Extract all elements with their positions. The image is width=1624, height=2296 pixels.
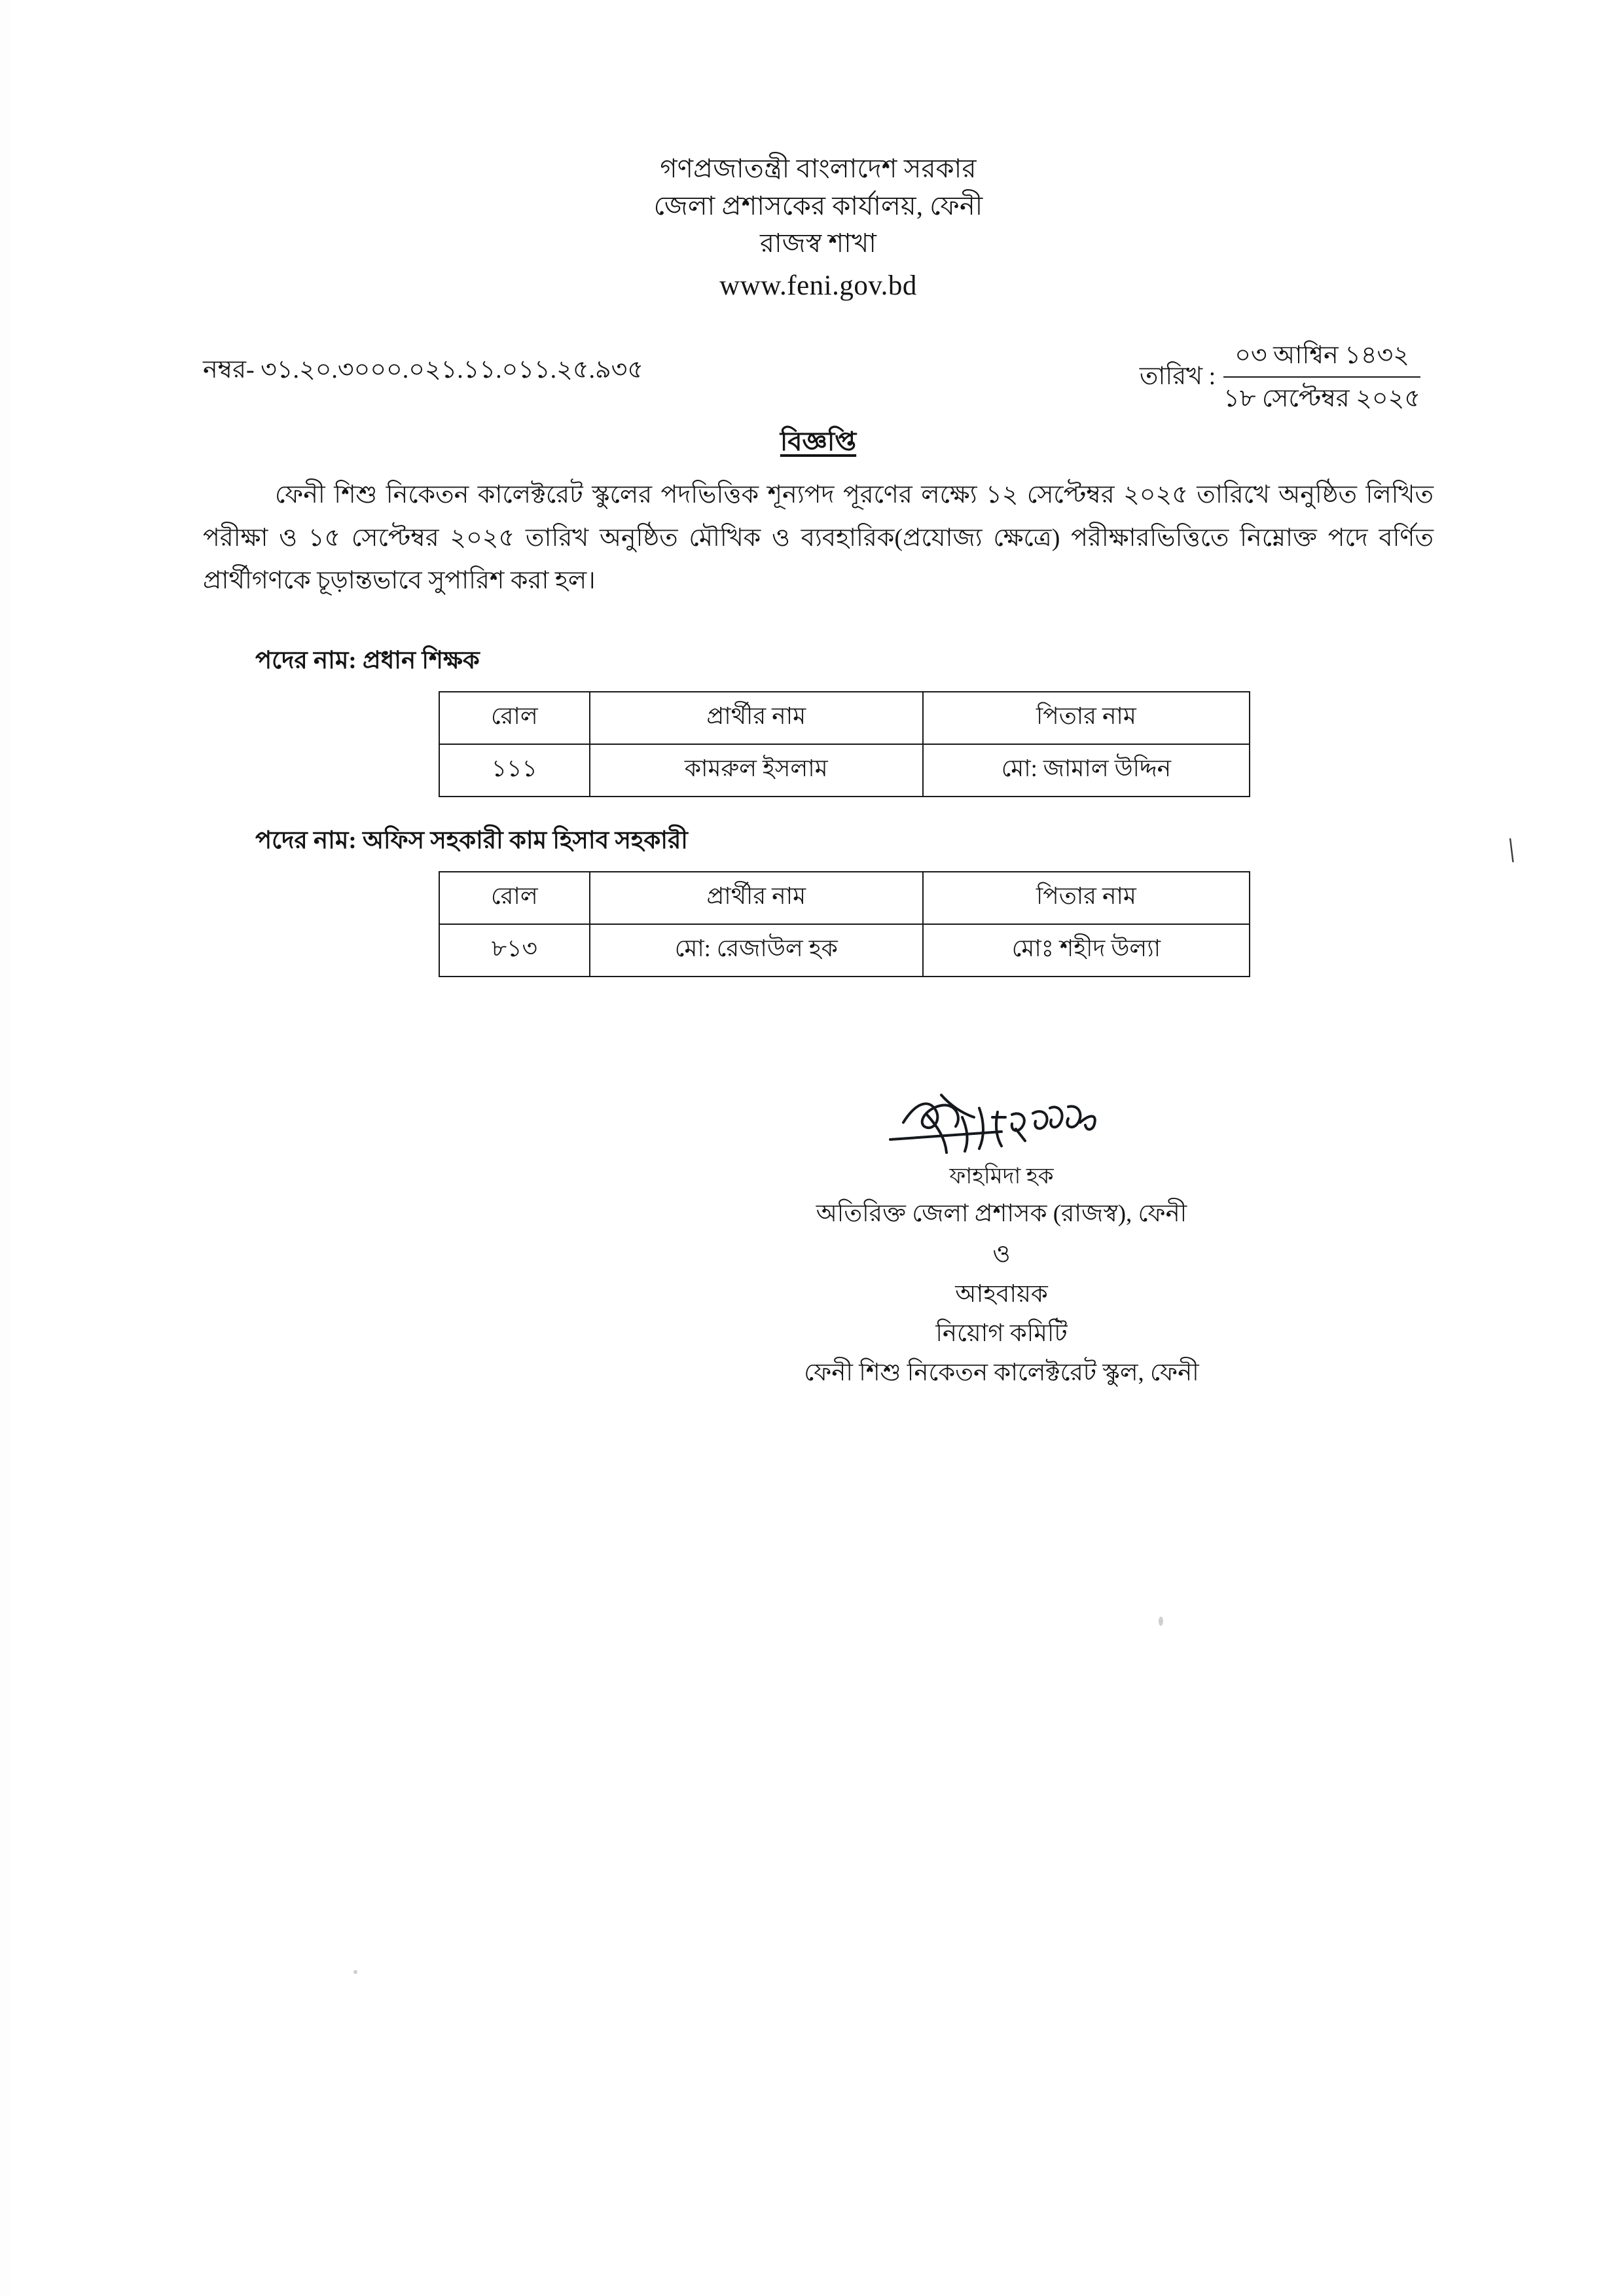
signatory-conjunction: ও — [992, 1240, 1011, 1268]
branch-name: রাজস্ব শাখা — [759, 228, 877, 258]
signatory-committee: নিয়োগ কমিটি — [935, 1320, 1068, 1348]
cell-candidate-name: কামরুল ইসলাম — [590, 744, 923, 797]
signatory-role: আহবায়ক — [955, 1281, 1048, 1308]
letterhead — [196, 151, 1440, 306]
scan-edge-top — [0, 0, 1624, 9]
signatory-institution: ফেনী শিশু নিকেতন কালেক্টরেট স্কুল, ফেনী — [804, 1359, 1199, 1387]
column-header-roll: রোল — [439, 692, 590, 744]
column-header-candidate-name: প্রার্থীর নাম — [590, 692, 923, 744]
scan-speck — [1159, 1617, 1163, 1626]
date-values — [1223, 337, 1420, 418]
website-url: www.feni.gov.bd — [719, 270, 917, 302]
memo-date-block — [1140, 337, 1420, 418]
table-header-row — [439, 872, 1250, 924]
column-header-roll: রোল — [439, 872, 590, 924]
cell-candidate-name: মো: রেজাউল হক — [590, 924, 923, 977]
result-table-2 — [439, 871, 1250, 977]
column-header-father-name: পিতার নাম — [923, 692, 1250, 744]
scan-speck — [353, 1970, 357, 1974]
govt-name: গণপ্রজাতন্ত্রী বাংলাদেশ সরকার — [660, 154, 977, 183]
memo-number: নম্বর- ৩১.২০.৩০০০.০২১.১১.০১১.২৫.৯৩৫ — [203, 356, 644, 384]
signature-block — [196, 1088, 1440, 1393]
column-header-father-name: পিতার নাম — [923, 872, 1250, 924]
date-bengali: ০৩ আশ্বিন ১৪৩২ — [1223, 337, 1420, 378]
date-label: তারিখ : — [1139, 363, 1216, 391]
result-table-1 — [439, 691, 1250, 797]
scan-edge-left — [0, 0, 10, 2296]
stray-pen-mark: \ — [1502, 831, 1520, 870]
signatory-name: ফাহমিদা হক — [949, 1164, 1054, 1189]
notice-body-paragraph: ফেনী শিশু নিকেতন কালেক্টরেট স্কুলের পদভিত্তিক শূন্যপদ পূরণের লক্ষ্যে ১২ সেপ্টেম্বর ২০২৫ তারিখে অনুষ্ঠিত লিখিত পরীক্ষা ও ১৫ সেপ্টেম্বর ২০২৫ তারিখ অনুষ্ঠিত মৌখিক ও ব্যবহারিক(প্রযোজ্য ক্ষেত্রে) পরীক্ষারভিত্তিতে নিম্নোক্ত পদে বর্ণিত প্রার্থীগণকে চূড়ান্তভাবে সুপারিশ করা হল। — [203, 481, 1434, 595]
date-gregorian: ১৮ সেপ্টেম্বর ২০২৫ — [1223, 385, 1420, 413]
office-name: জেলা প্রশাসকের কার্যালয়, ফেনী — [653, 190, 983, 221]
handwritten-signature — [864, 1088, 1139, 1157]
table-header-row — [439, 692, 1250, 744]
cell-father-name: মোঃ শহীদ উল্যা — [923, 924, 1250, 977]
post-label-1: পদের নাম: প্রধান শিক্ষক — [255, 647, 480, 674]
column-header-candidate-name: প্রার্থীর নাম — [590, 872, 923, 924]
table-row — [439, 924, 1250, 977]
post-label-2: পদের নাম: অফিস সহকারী কাম হিসাব সহকারী — [255, 827, 688, 854]
cell-roll: ৮১৩ — [439, 924, 590, 977]
signatory-designation: অতিরিক্ত জেলা প্রশাসক (রাজস্ব), ফেনী — [816, 1200, 1187, 1227]
memo-meta-row — [196, 337, 1440, 416]
cell-roll: ১১১ — [439, 744, 590, 797]
table-row — [439, 744, 1250, 797]
document-content — [196, 151, 1440, 1393]
cell-father-name: মো: জামাল উদ্দিন — [923, 744, 1250, 797]
notice-title: বিজ্ঞপ্তি — [780, 427, 857, 457]
